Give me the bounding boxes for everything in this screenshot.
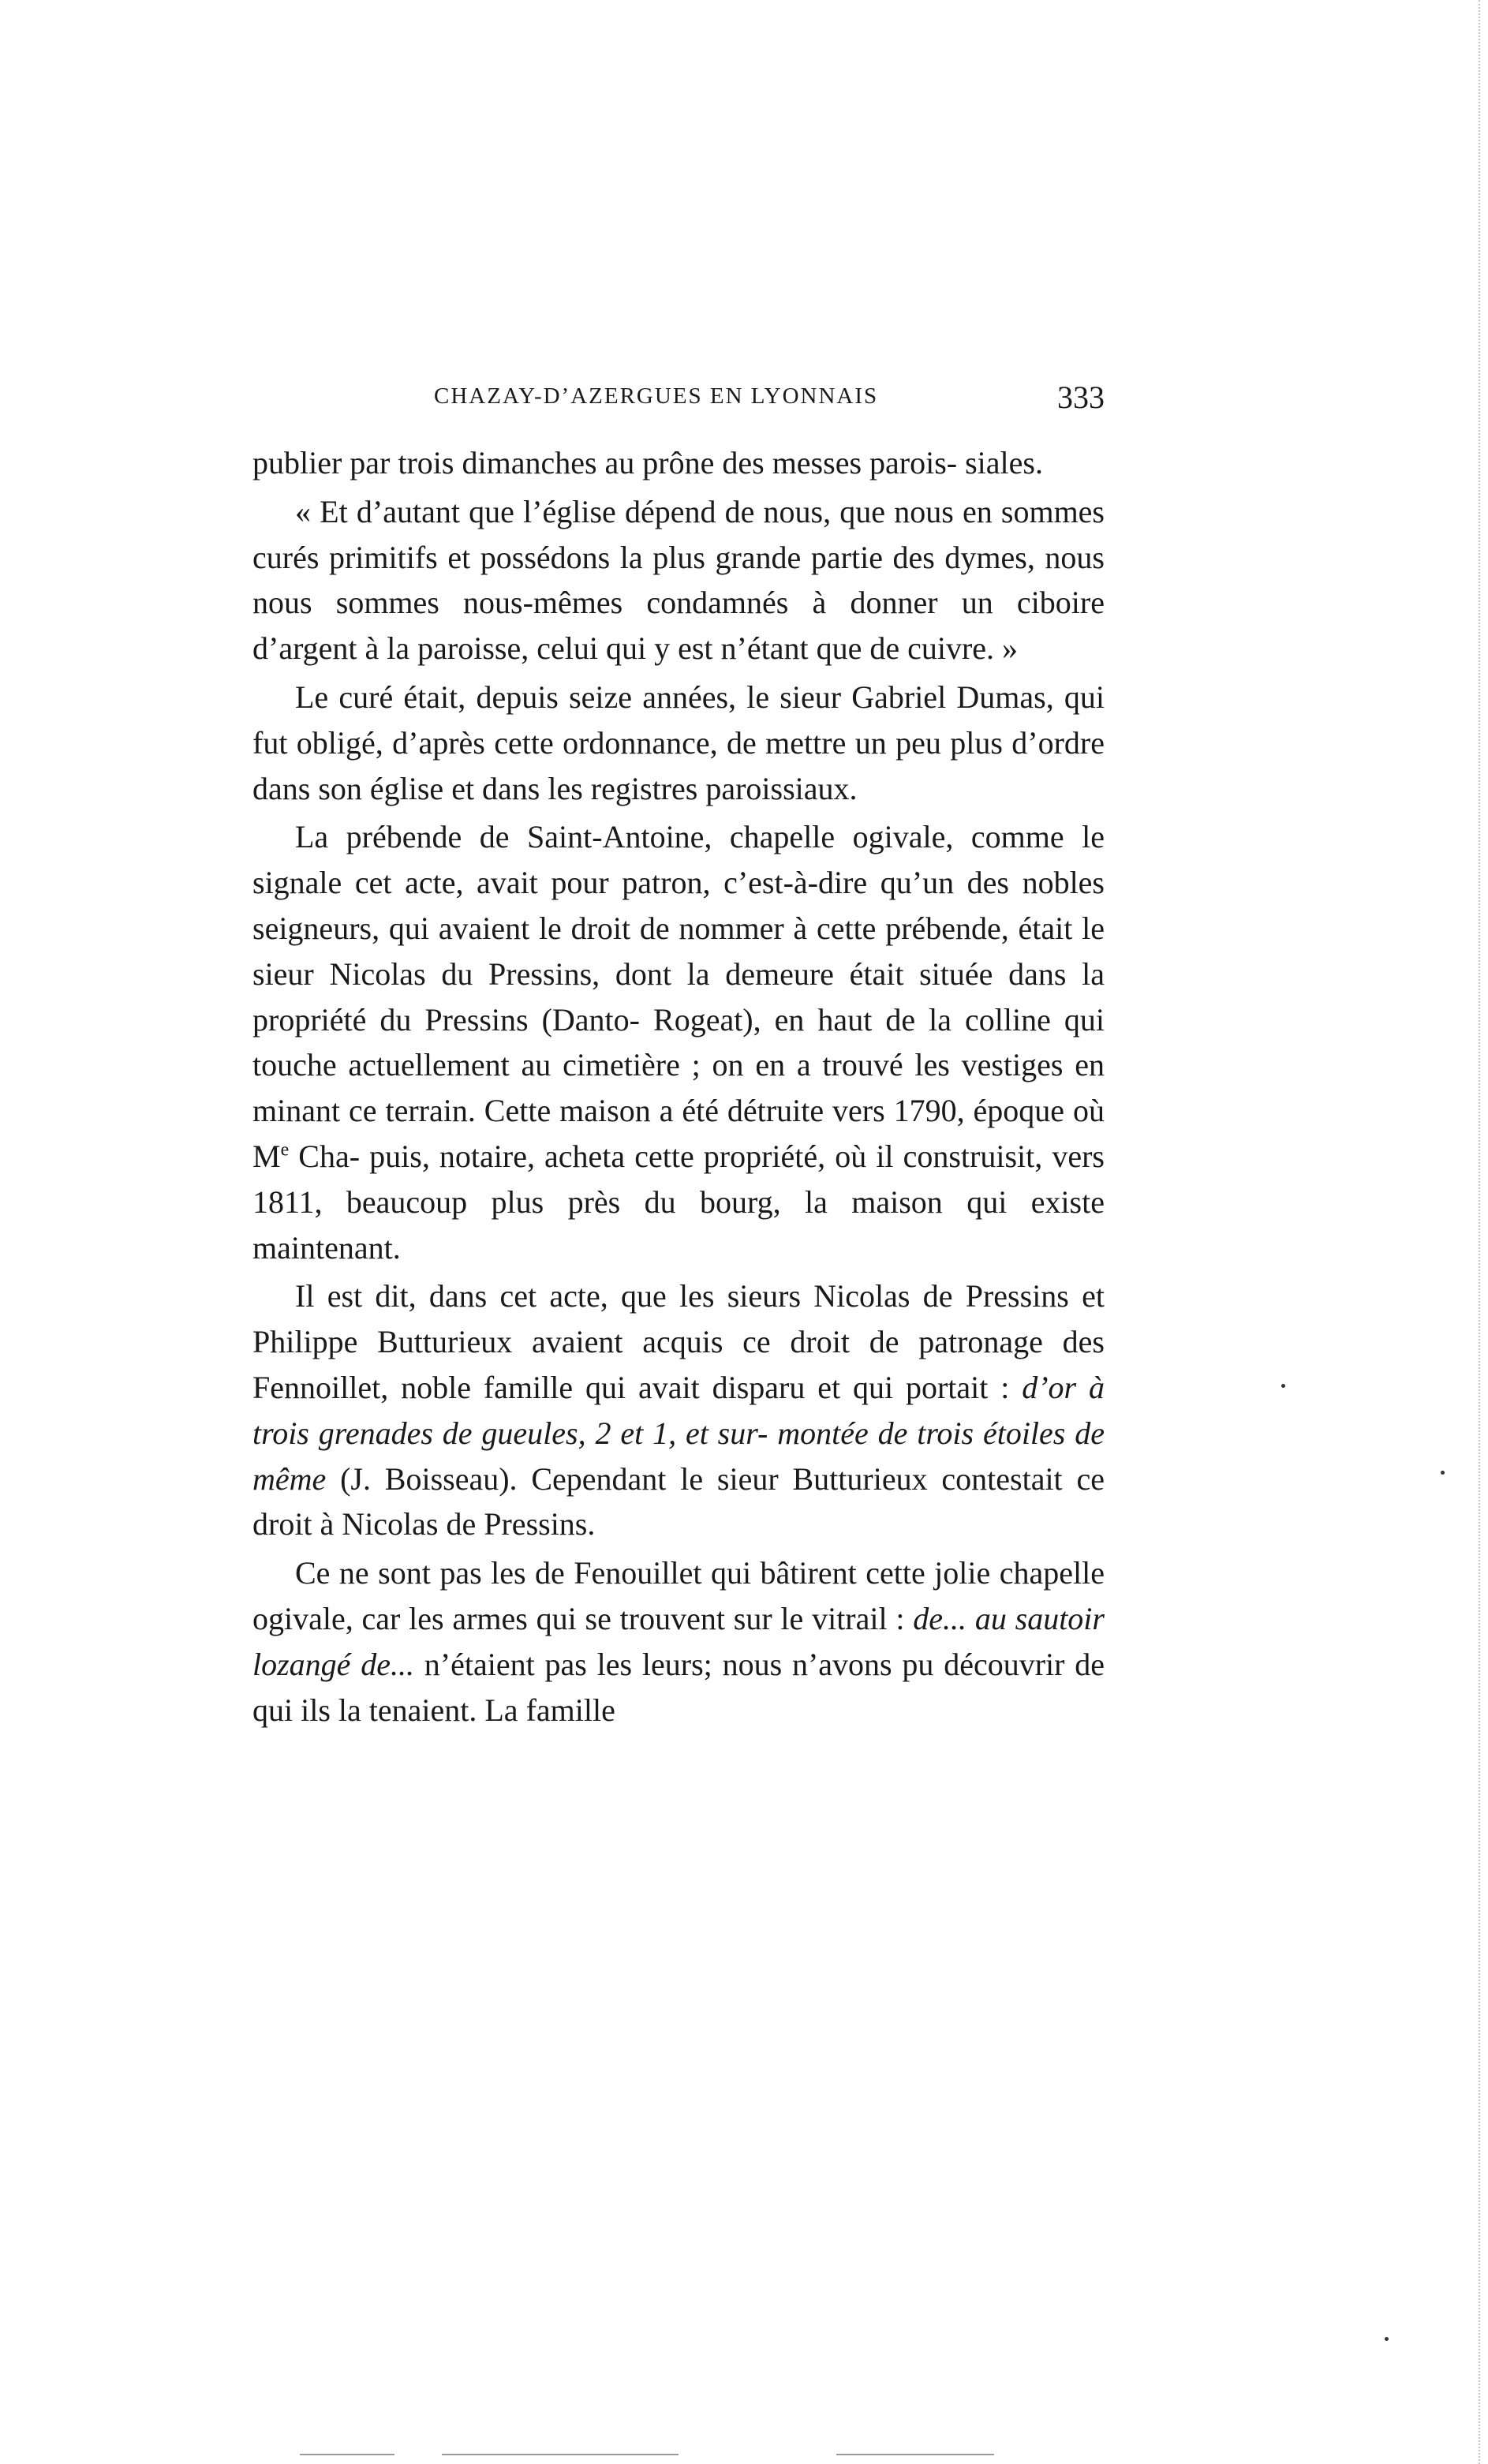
superscript: e — [280, 1139, 290, 1161]
arms-italic: de... au sautoir lozangé de... — [252, 1600, 1105, 1682]
paragraph-text: « Et d’autant que l’église dépend de nous, que nous en sommes curés primitifs et possédons la plus grande partie des dymes, nous nous sommes nous-mêmes condamnés à donner un ciboire d’argent à la paroisse, celui qui y est n’étant que de cuivre. » — [252, 493, 1105, 667]
paragraph-4 — [252, 814, 1105, 1270]
paragraph-3 — [252, 675, 1105, 811]
paragraph-6 — [252, 1550, 1105, 1733]
paragraph-text: Il est dit, dans cet acte, que les sieurs Nicolas de Pressins et Philippe Butturieux avaient acquis ce droit de patronage des Fennoillet, noble famille qui avait disparu et qui portait : — [252, 1278, 1105, 1405]
running-title: CHAZAY-D’AZERGUES EN LYONNAIS — [434, 383, 879, 409]
paragraph-text: La prébende de Saint-Antoine, chapelle ogivale, comme le signale cet acte, avait pour patron, c’est-à-dire qu’un des nobles seigneurs, qui avaient le droit de nommer à cette prébende, était le sieur Nicolas du Pressins, dont la demeure était située dans la propriété du Pressins (Danto- Rogeat), en haut de la colline qui touche actuellement au cimetière ; on en a trouvé les vestiges en minant ce terrain. Cette maison a été détruite vers 1790, époque où M — [252, 819, 1105, 1174]
paragraph-1 — [252, 440, 1105, 486]
scan-mark — [300, 2454, 394, 2455]
paragraph-5 — [252, 1273, 1105, 1547]
page-edge — [1479, 0, 1488, 2464]
page-number: 333 — [1057, 380, 1105, 415]
paragraph-text: Ce ne sont pas les de Fenouillet qui bâtirent cette jolie chapelle ogivale, car les armes qui se trouvent sur le vitrail : — [252, 1555, 1105, 1636]
paragraph-text: Cha- puis, notaire, acheta cette propriété, où il construisit, vers 1811, beaucoup plus près du bourg, la maison qui existe maintenant. — [252, 1138, 1105, 1266]
paragraph-text: Le curé était, depuis seize années, le sieur Gabriel Dumas, qui fut obligé, d’après cette ordonnance, de mettre un peu plus d’ordre dans son église et dans les registres paroissiaux. — [252, 679, 1105, 806]
body-text — [252, 440, 1105, 1736]
scan-speck — [1281, 1384, 1285, 1388]
scan-speck — [1441, 1471, 1445, 1475]
scan-speck — [1385, 2337, 1389, 2341]
scan-mark — [836, 2454, 994, 2455]
running-header — [252, 379, 1105, 418]
paragraph-2 — [252, 489, 1105, 671]
scan-mark — [442, 2454, 679, 2455]
blazon-italic: d’or à trois grenades de gueules, 2 et 1, et sur- montée de trois étoiles de même — [252, 1369, 1105, 1497]
paragraph-text: (J. Boisseau). Cependant le sieur Butturieux contestait ce droit à Nicolas de Pressins. — [252, 1460, 1105, 1542]
paragraph-text: publier par trois dimanches au prône des messes parois- siales. — [252, 445, 1043, 480]
paragraph-text: n’étaient pas les leurs; nous n’avons pu découvrir de qui ils la tenaient. La famille — [252, 1646, 1105, 1728]
